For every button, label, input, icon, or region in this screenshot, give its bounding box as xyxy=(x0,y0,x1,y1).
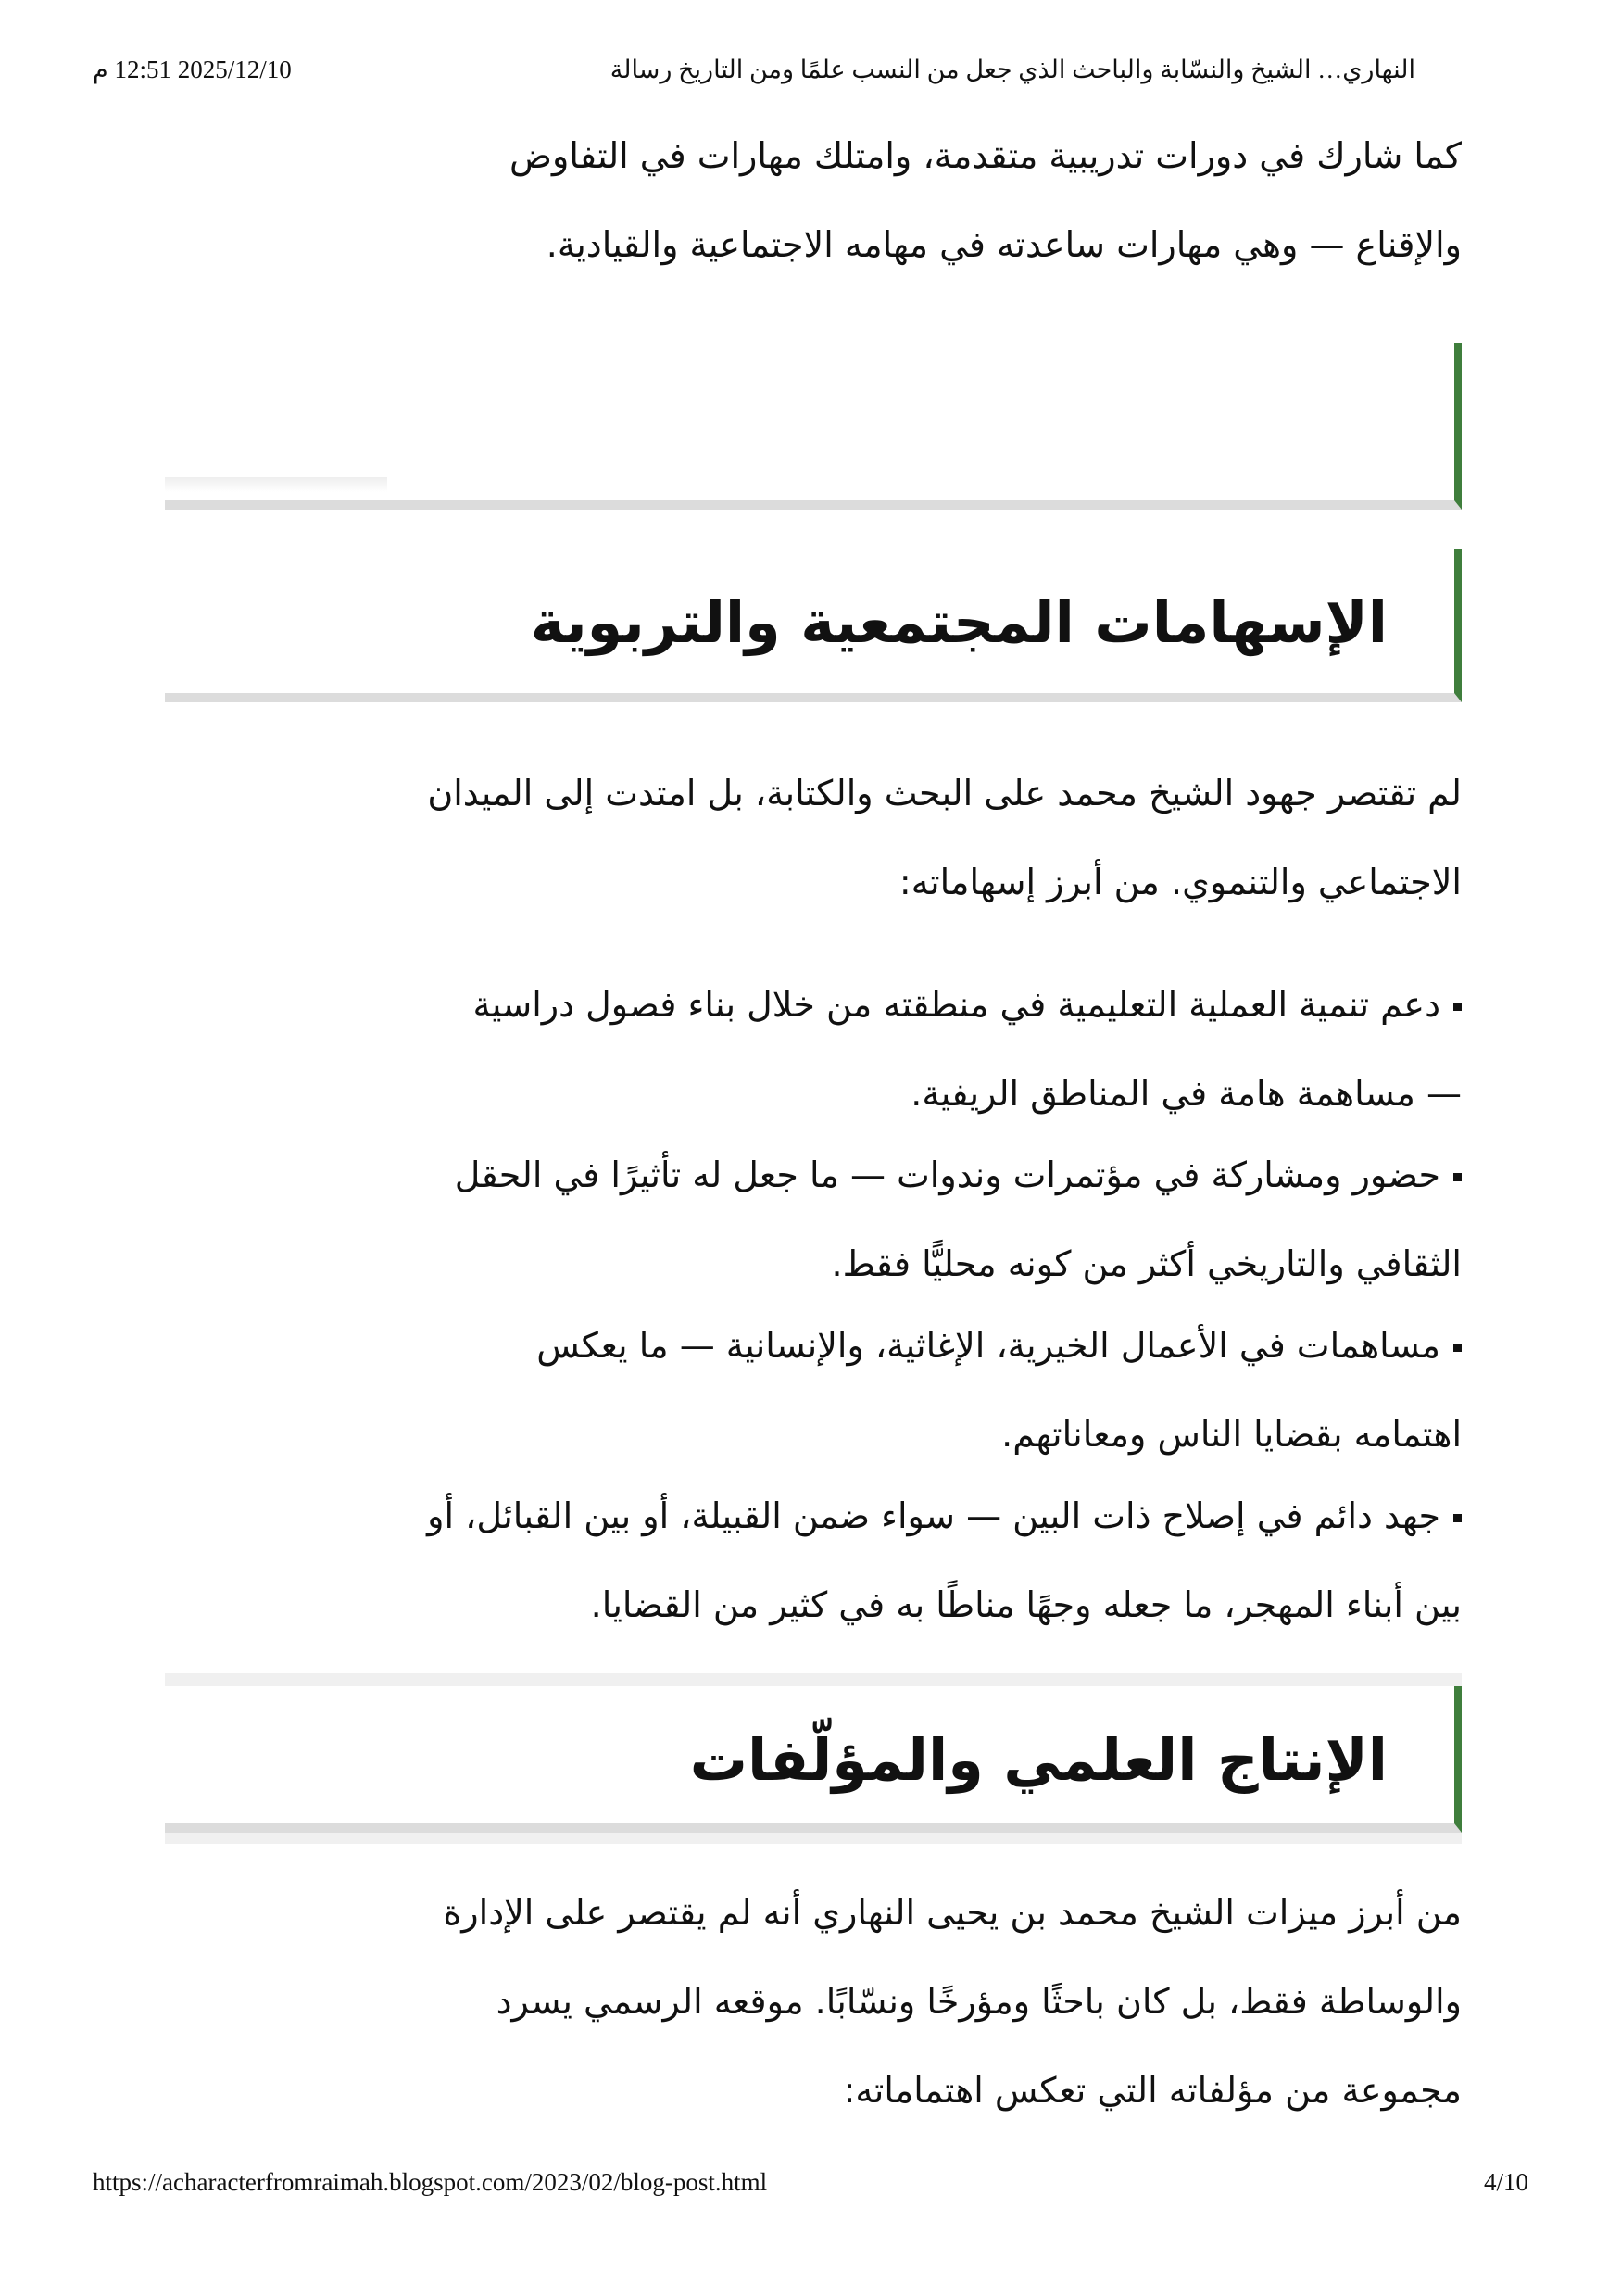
intro-line-1: كما شارك في دورات تدريبية متقدمة، وامتلك مهارات في التفاوض xyxy=(509,135,1462,176)
list-item-line-2: — مساهمة هامة في المناطق الريفية. xyxy=(911,1073,1462,1114)
works-line-2: والوساطة فقط، بل كان باحثًا ومؤرخًا ونسّابًا. موقعه الرسمي يسرد xyxy=(496,1981,1462,2022)
list-item xyxy=(165,960,1462,1138)
list-item xyxy=(165,1471,1462,1649)
list-item-line-2: اهتمامه بقضايا الناس ومعاناتهم. xyxy=(1001,1414,1462,1455)
list-item-line-1: جهد دائم في إصلاح ذات البين — سواء ضمن القبيلة، أو بين القبائل، أو xyxy=(427,1495,1440,1536)
page-url: https://acharacterfromraimah.blogspot.com/2023/02/blog-post.html xyxy=(93,2168,768,2196)
list-item-line-2: بين أبناء المهجر، ما جعله وجهًا مناطًا به في كثير من القضايا. xyxy=(590,1584,1462,1625)
bullet-icon xyxy=(1453,1173,1462,1181)
bullet-icon xyxy=(1453,1003,1462,1011)
print-footer xyxy=(0,2168,1621,2205)
empty-blockquote xyxy=(165,343,1462,510)
list-item-line-1: حضور ومشاركة في مؤتمرات وندوات — ما جعل له تأثيرًا في الحقل xyxy=(454,1154,1440,1195)
list-item xyxy=(165,1301,1462,1479)
section-heading-community xyxy=(165,549,1462,702)
bullet-icon xyxy=(1453,1344,1462,1352)
heading-works-text: الإنتاج العلمي والمؤلّفات xyxy=(689,1726,1388,1794)
list-item-line-1: دعم تنمية العملية التعليمية في منطقته من خلال بناء فصول دراسية xyxy=(472,984,1440,1025)
community-intro-paragraph xyxy=(165,749,1462,927)
intro-paragraph xyxy=(165,111,1462,289)
community-intro-line-1: لم تقتصر جهود الشيخ محمد على البحث والكتابة، بل امتدت إلى الميدان xyxy=(427,773,1462,814)
print-datetime: 2025/12/10 12:51 م xyxy=(93,56,292,83)
contributions-list xyxy=(165,960,1462,1649)
works-line-3: مجموعة من مؤلفاته التي تعكس اهتماماته: xyxy=(843,2070,1462,2111)
community-intro-line-2: الاجتماعي والتنموي. من أبرز إسهاماته: xyxy=(898,862,1462,902)
intro-line-2: والإقناع — وهي مهارات ساعدته في مهامه الاجتماعية والقيادية. xyxy=(546,224,1462,265)
bullet-icon xyxy=(1453,1514,1462,1522)
section-heading-works xyxy=(165,1686,1462,1833)
list-item-line-1: مساهمات في الأعمال الخيرية، الإغاثية، والإنسانية — ما يعكس xyxy=(536,1325,1440,1366)
works-paragraph xyxy=(165,1868,1462,2135)
list-item xyxy=(165,1130,1462,1308)
article-content xyxy=(165,111,1462,2135)
print-page-title: النهاري… الشيخ والنسّابة والباحث الذي جعل من النسب علمًا ومن التاريخ رسالة xyxy=(609,56,1415,83)
list-item-line-2: الثقافي والتاريخي أكثر من كونه محليًّا فقط. xyxy=(831,1243,1462,1284)
print-header xyxy=(0,56,1621,102)
page-number: 4/10 xyxy=(1483,2168,1528,2196)
heading-band xyxy=(165,1673,1462,1844)
works-line-1: من أبرز ميزات الشيخ محمد بن يحيى النهاري أنه لم يقتصر على الإدارة xyxy=(443,1892,1462,1933)
heading-community-text: الإسهامات المجتمعية والتربوية xyxy=(530,588,1388,656)
